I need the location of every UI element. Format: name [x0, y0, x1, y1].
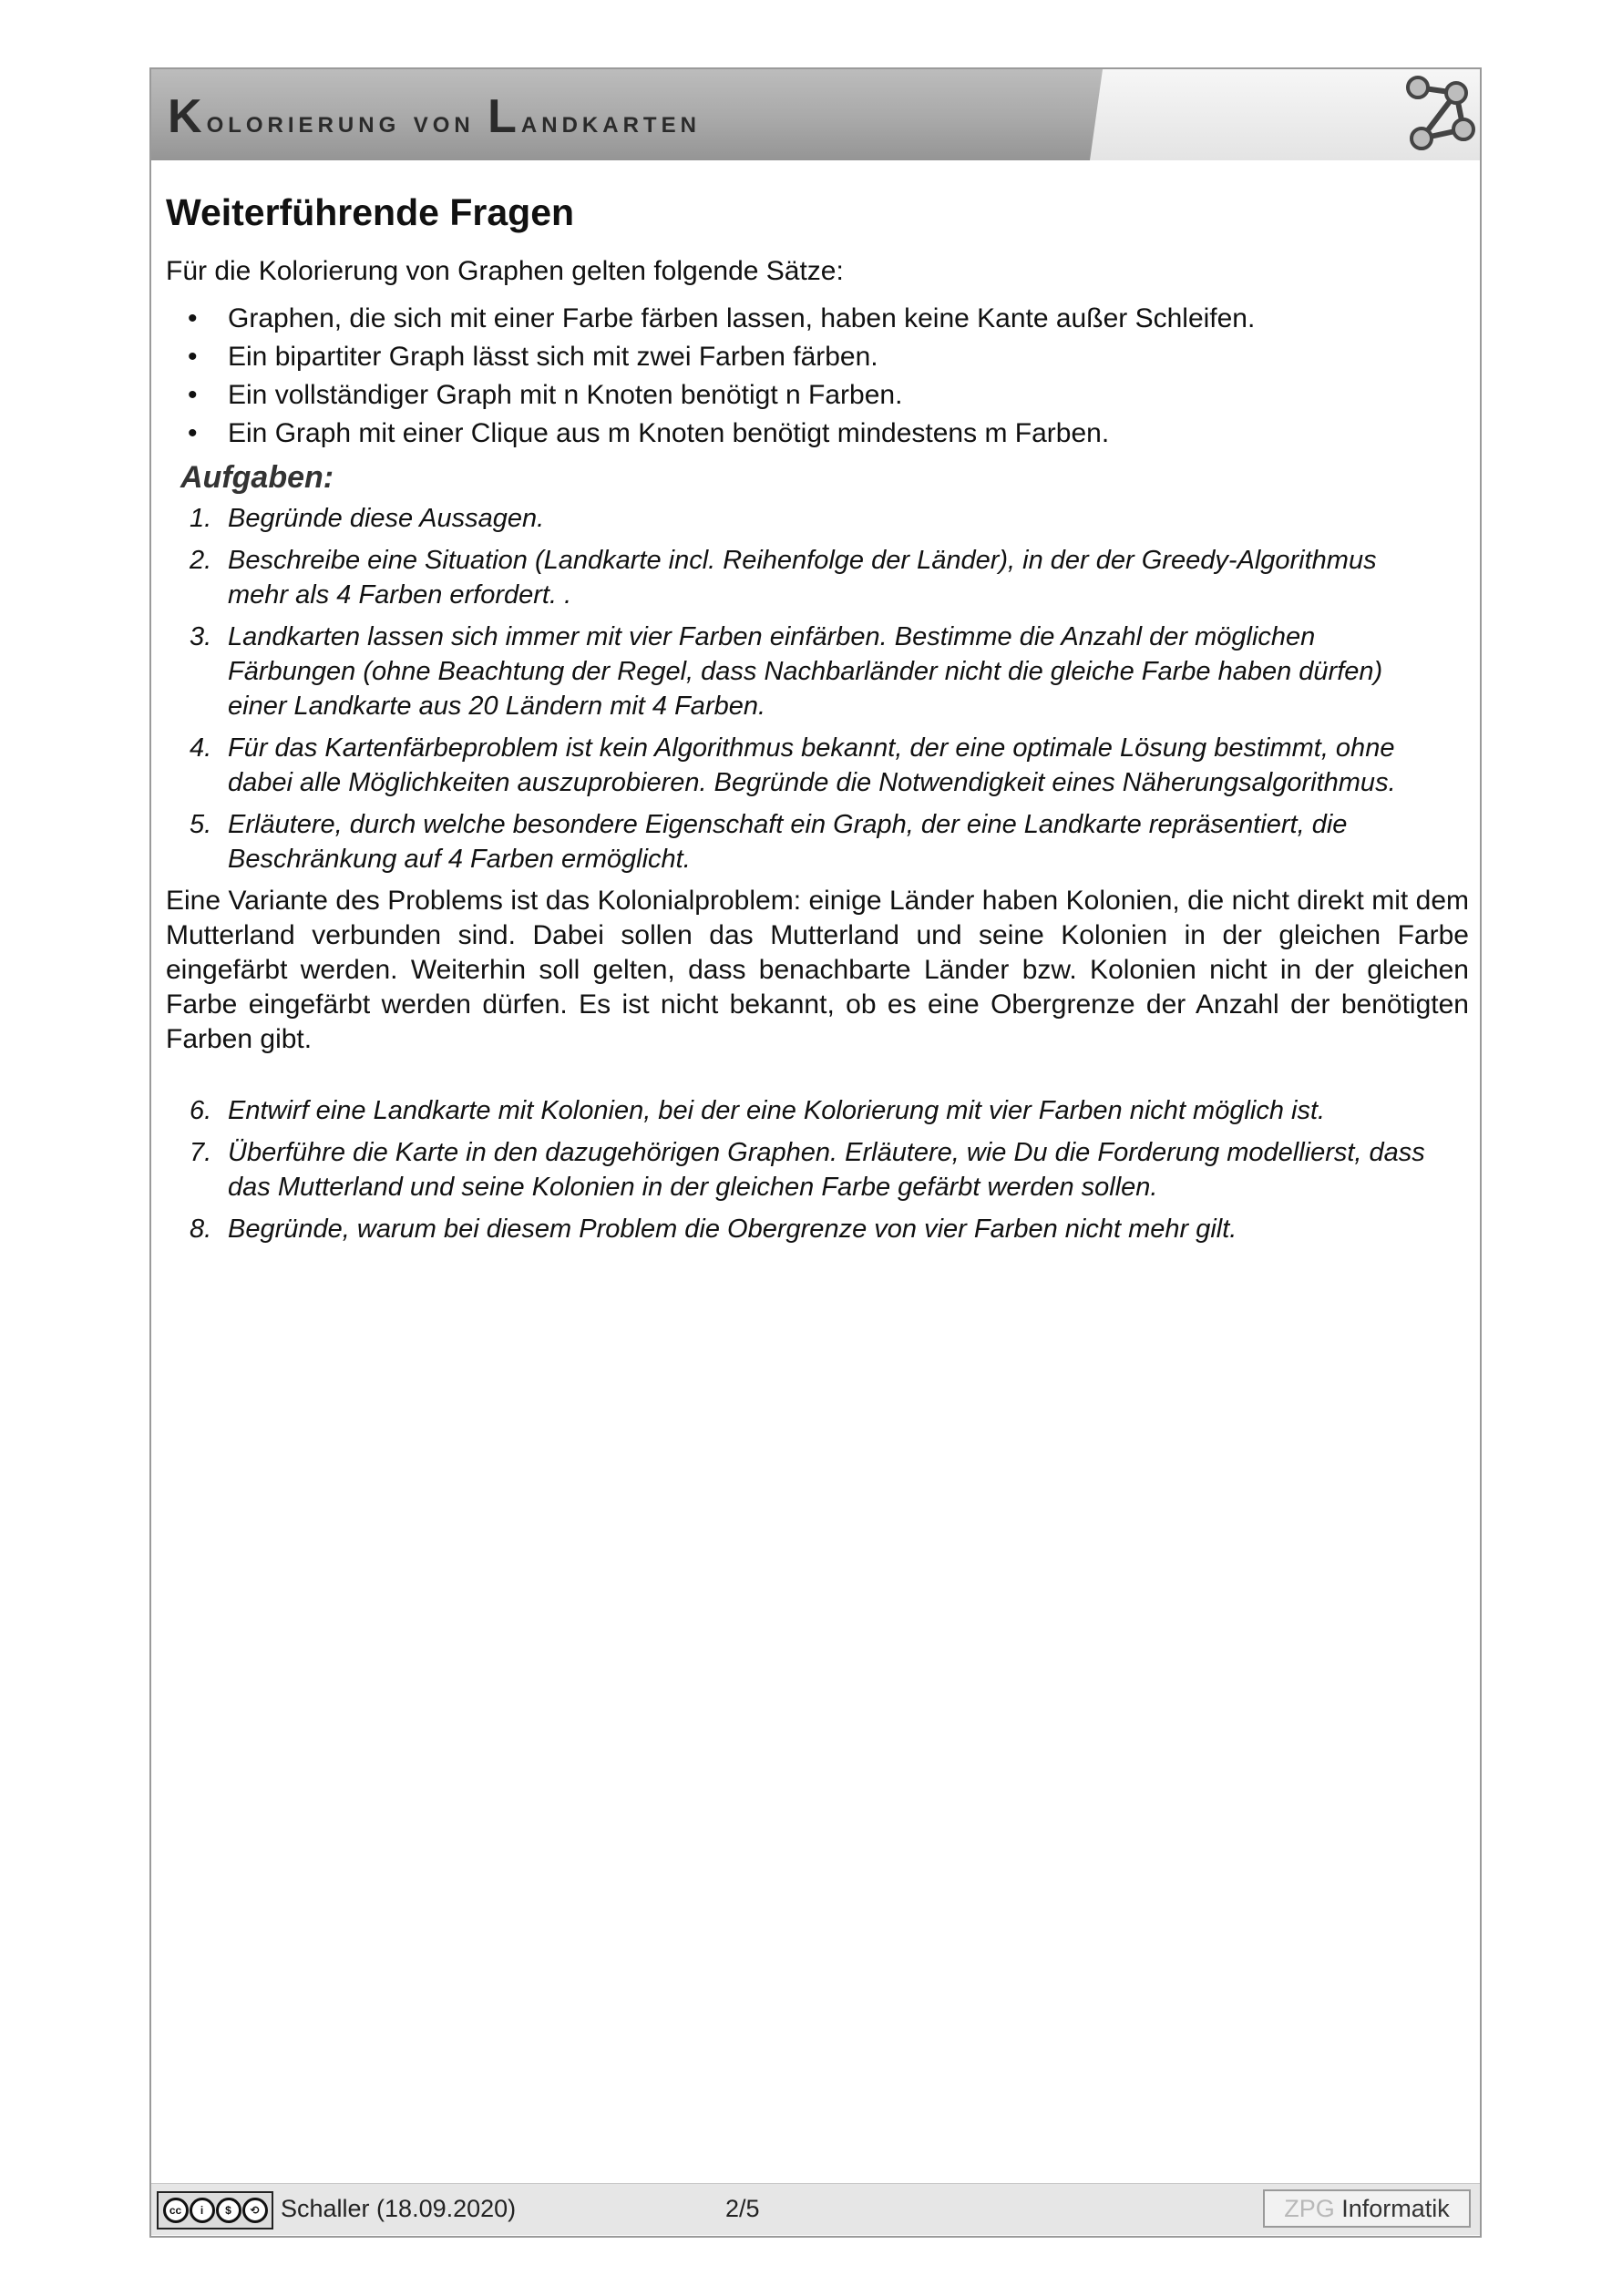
tasks-heading: Aufgaben: — [180, 460, 334, 495]
task-item: 3. Landkarten lassen sich immer mit vier Farben einfärben. Bestimme die Anzahl der möglichen Färbungen (ohne Beachtung der Regel, dass Nachbarländer nicht die gleiche Farbe haben dürfen) einer Landkarte aus 20 Ländern mit 4 Farben. — [190, 622, 1383, 721]
fact-item: • Ein vollständiger Graph mit n Knoten benötigt n Farben. — [166, 376, 1469, 415]
fact-item: • Ein Graph mit einer Clique aus m Knoten benötigt mindestens m Farben. — [166, 415, 1469, 453]
task-item: 2. Beschreibe eine Situation (Landkarte incl. Reihenfolge der Länder), in der der Greedy-Algorithmus mehr als 4 Farben erfordert. . — [190, 546, 1377, 610]
cc-by-nc-sa-icon: cc i $ ⟲ — [157, 2191, 273, 2229]
task-item: 4. Für das Kartenfärbeproblem ist kein Algorithmus bekannt, der eine optimale Lösung bestimmt, ohne dabei alle Möglichkeiten auszuprobieren. Begründe die Notwendigkeit eines Näherungsalgorithmus. — [190, 733, 1396, 797]
tasks-list — [166, 501, 1469, 876]
page-number: 2/5 — [725, 2195, 760, 2222]
tasks-list-2 — [166, 1093, 1469, 1246]
task-item: 6. Entwirf eine Landkarte mit Kolonien, bei der eine Kolorierung mit vier Farben nicht möglich ist. — [190, 1096, 1326, 1125]
task-item: 1. Begründe diese Aussagen. — [190, 504, 545, 533]
brand-badge: ZPG Informatik — [1263, 2189, 1471, 2228]
graph-logo-icon — [1400, 73, 1480, 155]
section-title: Weiterführende Fragen — [166, 191, 575, 233]
author-date: Schaller (18.09.2020) — [281, 2195, 517, 2222]
document-title: Kolorierung von Landkarten — [168, 90, 701, 143]
fact-item: • Graphen, die sich mit einer Farbe färben lassen, haben keine Kante außer Schleifen. — [166, 300, 1469, 338]
main-content — [166, 191, 1469, 1254]
task-item: 8. Begründe, warum bei diesem Problem die Obergrenze von vier Farben nicht mehr gilt. — [190, 1215, 1237, 1244]
fact-item: • Ein bipartiter Graph lässt sich mit zwei Farben färben. — [166, 338, 1469, 376]
colonial-problem-paragraph: Eine Variante des Problems ist das Kolonialproblem: einige Länder haben Kolonien, die nicht direkt mit dem Mutterland verbunden sind. Dabei sollen das Mutterland und seine Kolonien in der gleichen Farbe eingefärbt werden. Weiterhin soll gelten, dass benachbarte Länder bzw. Kolonien nicht in der gleichen Farbe eingefärbt werden dürfen. Es ist nicht bekannt, ob es eine Obergrenze der Anzahl der benötigten Farben gibt. — [166, 886, 1469, 1054]
task-item: 7. Überführe die Karte in den dazugehörigen Graphen. Erläutere, wie Du die Forderung modellierst, dass das Mutterland und seine Kolonien in der gleichen Farbe gefärbt werden sollen. — [190, 1138, 1425, 1202]
task-item: 5. Erläutere, durch welche besondere Eigenschaft ein Graph, der eine Landkarte repräsentiert, die Beschränkung auf 4 Farben ermöglicht. — [190, 810, 1348, 874]
page-header — [151, 69, 1480, 160]
intro-text: Für die Kolorierung von Graphen gelten folgende Sätze: — [166, 256, 844, 286]
facts-list — [166, 300, 1469, 453]
page-footer — [151, 2183, 1480, 2235]
